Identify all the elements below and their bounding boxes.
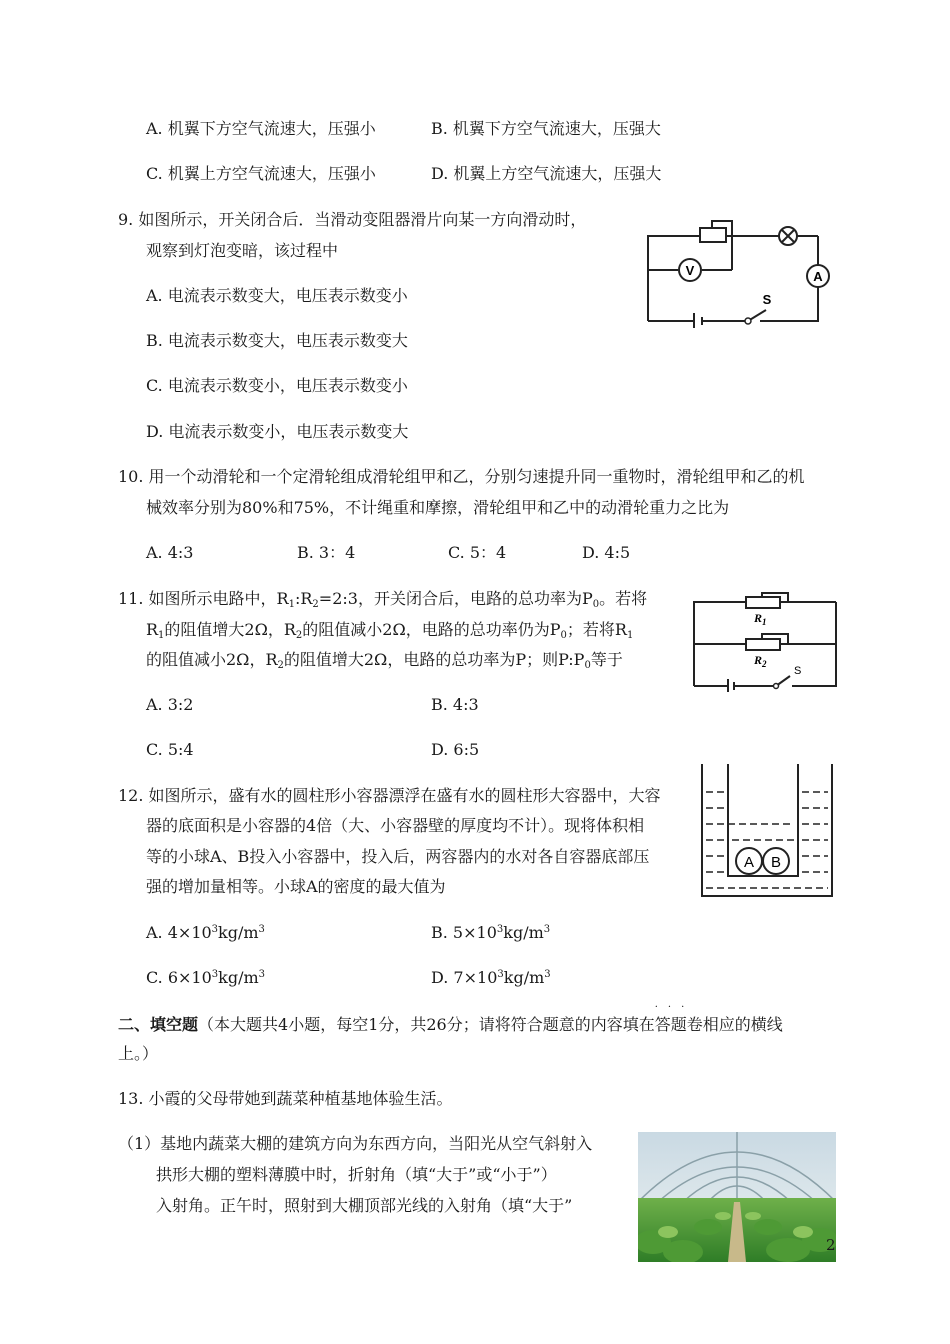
q12-stem-line3: 等的小球A、B投入小容器中，投入后，两容器内的水对各自容器底部压 <box>146 847 650 866</box>
ball-b-label: B <box>770 854 782 871</box>
q9-stem-line2: 观察到灯泡变暗，该过程中 <box>146 241 339 260</box>
r1-label: $R_1$ <box>754 611 767 627</box>
q9-option-b: B. 电流表示数变大，电压表示数变大 <box>146 331 408 350</box>
section2-heading-line1: 二、填空题（本大题共4小题，每空1分，共26分；请将符合题意的内容填在 ··· 答题卷相应的横线 <box>118 1002 783 1034</box>
section2-heading-line2: 上。） <box>118 1044 159 1063</box>
q8-option-a: A. 机翼下方空气流速大，压强小 <box>146 119 376 138</box>
q10-option-a: A. 4:3 <box>146 543 194 562</box>
q11-option-a: A. 3:2 <box>146 695 194 714</box>
q10-option-d: D. 4:5 <box>582 543 631 562</box>
ball-a-label: A <box>743 854 755 871</box>
switch-label: S <box>762 292 772 307</box>
q9-stem-line1: 9. 如图所示，开关闭合后．当滑动变阻器滑片向某一方向滑动时， <box>118 210 587 229</box>
q12-option-b: B. $5\times 10^3kg/m^3$ <box>431 923 551 942</box>
page-number: 2 <box>826 1236 836 1254</box>
r2-label: $R_2$ <box>754 653 767 669</box>
q9-option-c: C. 电流表示数变小，电压表示数变小 <box>146 376 408 395</box>
q10-option-b: B. 3：4 <box>297 543 356 562</box>
q13-sub1-line1: （1）基地内蔬菜大棚的建筑方向为东西方向，当阳光从空气斜射入 <box>118 1134 593 1153</box>
q10-stem-line1: 10. 用一个动滑轮和一个定滑轮组成滑轮组甲和乙，分别匀速提升同一重物时，滑轮组甲和乙的机 <box>118 467 805 486</box>
q12-option-a: A. $4\times 10^3kg/m^3$ <box>146 923 265 942</box>
voltmeter-label: V <box>685 263 695 278</box>
ammeter-label: A <box>813 269 823 284</box>
q12-container-diagram <box>698 762 838 900</box>
q8-option-c: C. 机翼上方空气流速大，压强小 <box>146 164 376 183</box>
q12-option-c: C. $6\times 10^3kg/m^3$ <box>146 968 266 987</box>
q12-stem-line2: 器的底面积是小容器的4倍（大、小容器壁的厚度均不计）。现将体积相 <box>146 816 645 835</box>
emphasized-term: 答题卷 <box>654 1015 703 1034</box>
q9-option-a: A. 电流表示数变大，电压表示数变小 <box>146 286 408 305</box>
q13-sub1-line2: 拱形大棚的塑料薄膜中时，折射角（填“大于”或“小于”） <box>156 1165 557 1184</box>
q11-stem-line3: 的阻值减小2Ω，$R_2$的阻值增大2Ω，电路的总功率为P；则$P:P_0$等于 <box>146 650 623 671</box>
q11-stem-line1: 11. 如图所示电路中，$R_1:R_2=2:3$，开关闭合后，电路的总功率为$P_0$。若将 <box>118 589 648 610</box>
switch-label: S <box>794 665 802 677</box>
greenhouse-photo <box>638 1132 836 1262</box>
q13-stem: 13. 小霞的父母带她到蔬菜种植基地体验生活。 <box>118 1089 453 1108</box>
q13-sub1-line3: 入射角。正午时，照射到大棚顶部光线的入射角（填“大于” <box>156 1196 573 1215</box>
q11-option-d: D. 6:5 <box>431 740 480 759</box>
q10-option-c: C. 5：4 <box>448 543 507 562</box>
q12-stem-line4: 强的增加量相等。小球A的密度的最大值为 <box>146 877 446 896</box>
q9-circuit-diagram <box>640 218 835 328</box>
q10-stem-line2: 械效率分别为80%和75%，不计绳重和摩擦，滑轮组甲和乙中的动滑轮重力之比为 <box>146 498 730 517</box>
q8-option-b: B. 机翼下方空气流速大，压强大 <box>431 119 661 138</box>
q12-option-d: D. $7\times 10^3kg/m^3$ <box>431 968 551 987</box>
q8-option-d: D. 机翼上方空气流速大，压强大 <box>431 164 662 183</box>
q9-option-d: D. 电流表示数变小，电压表示数变大 <box>146 422 409 441</box>
q11-circuit-diagram <box>690 592 840 692</box>
q11-stem-line2: $R_1$的阻值增大2Ω，$R_2$的阻值减小2Ω，电路的总功率仍为$P_0$；若将$R_1$ <box>146 620 634 641</box>
q12-stem-line1: 12. 如图所示，盛有水的圆柱形小容器漂浮在盛有水的圆柱形大容器中，大容 <box>118 786 661 805</box>
section2-heading: 二、填空题 <box>118 1015 199 1034</box>
q11-option-b: B. 4:3 <box>431 695 479 714</box>
q11-option-c: C. 5:4 <box>146 740 194 759</box>
